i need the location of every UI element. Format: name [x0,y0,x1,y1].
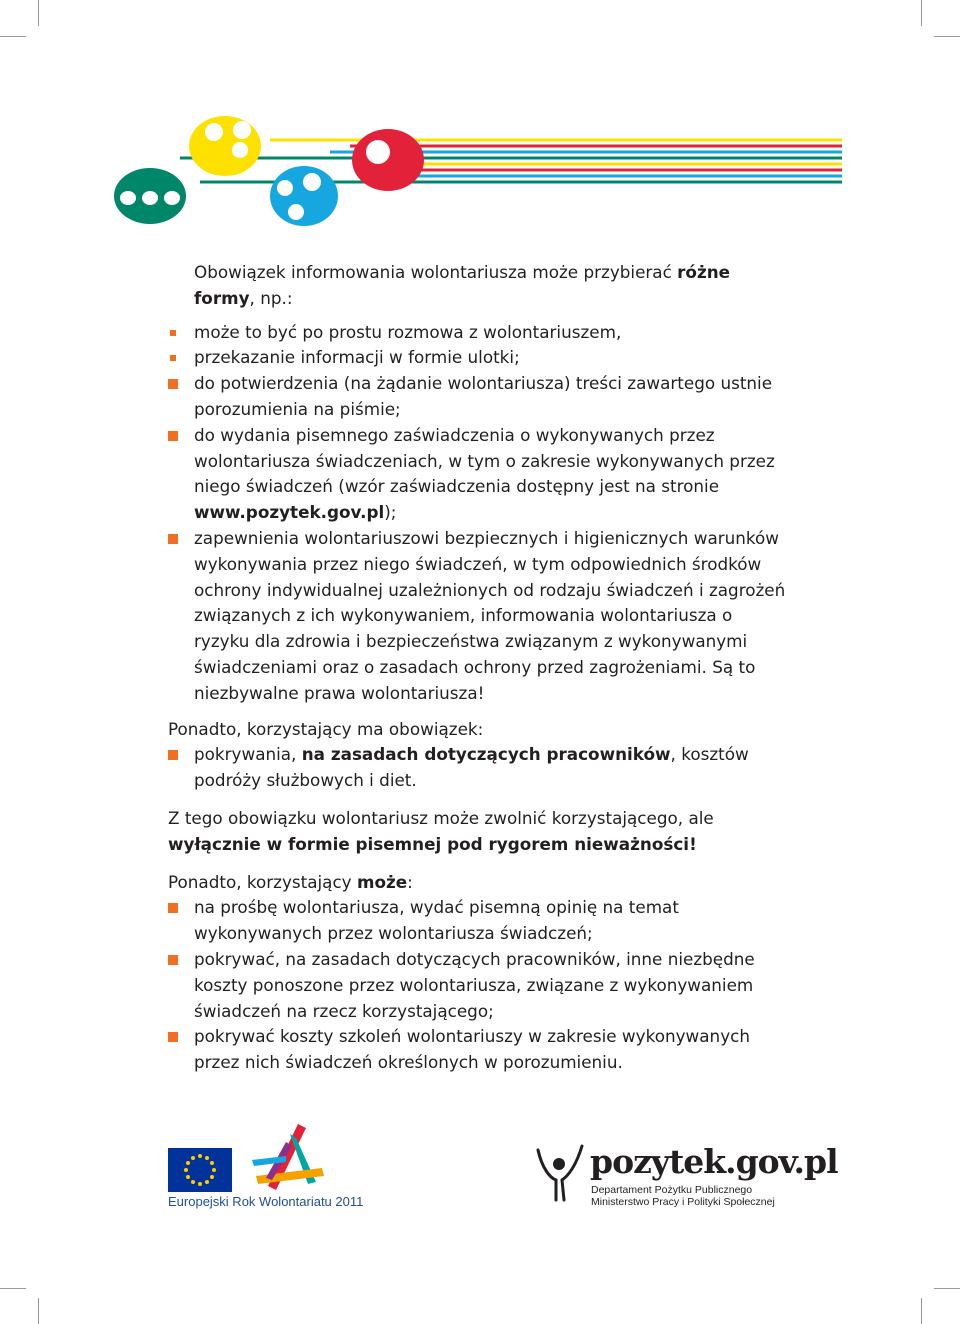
blue-bubble [270,166,338,226]
list-item: przekazanie informacji w formie ulotki; [168,345,792,371]
list-item: pokrywać koszty szkoleń wolontariuszy w zakresie wykonywanych przez nich świadczeń określonych w porozumieniu. [168,1024,792,1076]
pozytek-figure-icon [532,1140,588,1206]
pozytek-brand-name: pozytek.gov.pl [590,1142,838,1181]
list-item: pokrywania, na zasadach dotyczących pracowników, kosztów podróży służbowych i diet. [168,742,792,794]
crop-mark [934,1288,960,1289]
crop-mark [0,1288,26,1289]
list-item: na prośbę wolontariusza, wydać pisemną opinię na temat wykonywanych przez wolontariusza świadczeń; [168,895,792,947]
bullet-dot [170,330,176,336]
list-item: do potwierdzenia (na żądanie wolontariusza) treści zawartego ustnie porozumienia na piśmie; [168,371,792,423]
bullet-square [168,534,178,544]
bullet-square [168,955,178,965]
bullet-square [168,431,178,441]
paragraph: Z tego obowiązku wolontariusz może zwolnić korzystającego, ale wyłącznie w formie pisemnej pod rygorem nieważności! [168,807,714,854]
list-item: do wydania pisemnego zaświadczenia o wykonywanych przez wolontariusza świadczeniach, w tym o zakresie wykonywanych przez niego świadczeń (wzór zaświadczenia dostępny jest na stronie www.pozytek.gov.pl); [168,423,792,526]
paragraph: Ponadto, korzystający ma obowiązek: [168,718,484,739]
bullet-square [168,903,178,913]
green-bubble [114,168,186,224]
red-bubble [352,129,424,191]
list-item: pokrywać, na zasadach dotyczących pracowników, inne niezbędne koszty ponoszone przez wolontariusza, związane z wykonywaniem świadczeń na rzecz korzystającego; [168,947,792,1024]
volunteering-year-logo-icon [246,1120,330,1192]
bullet-square [168,750,178,760]
bullet-dot [170,355,176,361]
bullet-square [168,1032,178,1042]
list-item: może to być po prostu rozmowa z wolontariuszem, [168,320,792,346]
paragraph: Ponadto, korzystający może: [168,871,413,892]
yellow-bubble [189,116,261,176]
decorative-bubbles-art [0,0,960,250]
crop-mark [921,1298,922,1324]
bullet-square [168,379,178,389]
list-item: zapewnienia wolontariuszowi bezpiecznych i higienicznych warunków wykonywania przez niego świadczeń, w tym odpowiednich środków ochrony indywidualnej uzależnionych od rodzaju świadczeń i zagrożeń związanych z ich wykonywaniem, informowania wolontariusza o ryzyku dla zdrowia i bezpieczeństwa związanym z wykonywanymi świadczeniami oraz o zasadach ochrony przed zagrożeniami. Są to niezbywalne prawa wolontariusza! [168,526,792,707]
footer-logos [0,1120,960,1230]
pozytek-department: Departament Pożytku Publicznego Ministerstwo Pracy i Polityki Społecznej [591,1184,775,1208]
eu-caption: Europejski Rok Wolontariatu 2011 [168,1194,364,1209]
website-link[interactable]: www.pozytek.gov.pl [194,502,385,523]
eu-flag-icon [168,1148,232,1192]
main-content [168,260,792,1076]
intro-paragraph: Obowiązek informowania wolontariusza może przybierać różne formy, np.: [194,262,731,308]
crop-mark [38,1298,39,1324]
